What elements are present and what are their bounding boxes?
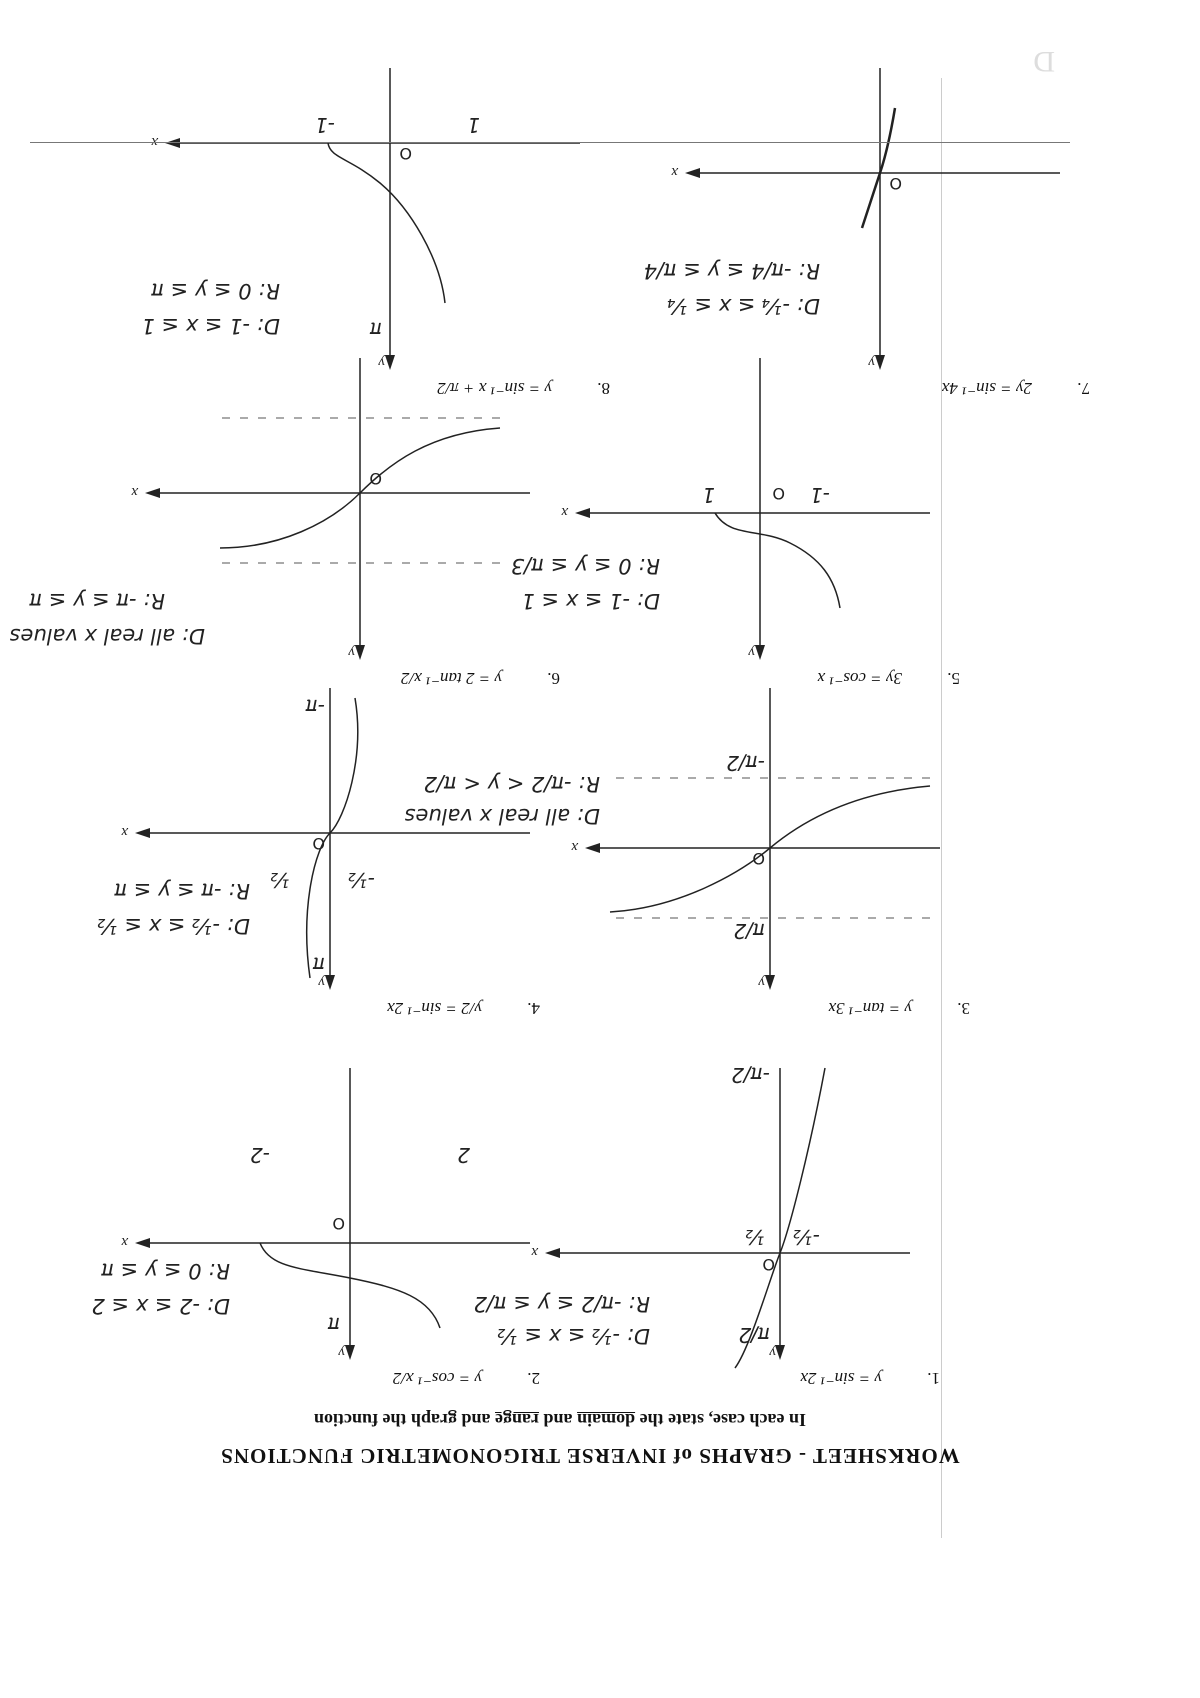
y-axis-arrow	[765, 975, 775, 990]
graph-8	[90, 68, 610, 398]
page-title: WORKSHEET - GRAPHS of INVERSE TRIGONOMETRIC FUNCTIONS	[220, 1444, 960, 1468]
problem-equation: y = cos⁻¹ x/2	[392, 1369, 482, 1388]
range-answer: R: 0 ≤ y ≤ π/3	[510, 554, 660, 578]
problem-equation: y = sin⁻¹ x + π/2	[437, 379, 552, 398]
y-axis-arrow	[875, 355, 885, 370]
y-axis-label: y	[758, 974, 765, 990]
tick-label: -π	[305, 695, 325, 719]
page-corner-mark: D	[1033, 45, 1055, 78]
problem-equation: y = 2 tan⁻¹ x/2	[400, 669, 502, 688]
x-axis-label: x	[671, 164, 678, 180]
tick-label: π	[369, 318, 382, 342]
instructions: In each case, state the domain and range and graph the function	[313, 1410, 807, 1430]
y-axis-arrow	[385, 355, 395, 370]
graph-7	[570, 68, 1090, 398]
y-axis-label: y	[748, 644, 755, 660]
tick-label: -½	[793, 1225, 820, 1249]
tick-label: -π/2	[731, 1063, 770, 1087]
x-axis-arrow	[545, 1248, 560, 1258]
function-curve	[715, 513, 840, 608]
graph-2	[20, 1058, 540, 1388]
tick-label: π/2	[733, 919, 765, 943]
y-axis-arrow	[775, 1345, 785, 1360]
problem-number: 4.	[527, 999, 540, 1018]
problem-7	[570, 68, 1090, 398]
y-axis-label: y	[868, 354, 875, 370]
range-word: range	[495, 1410, 540, 1430]
tick-label: 1	[467, 113, 480, 137]
tick-label: -1	[810, 483, 830, 507]
domain-answer: D: all real x values	[9, 624, 205, 648]
x-axis-arrow	[135, 828, 150, 838]
graph-4	[20, 688, 540, 1018]
tick-label: π	[312, 953, 325, 977]
x-axis-arrow	[135, 1238, 150, 1248]
y-axis-label: y	[769, 1344, 776, 1360]
problem-number: 3.	[957, 999, 970, 1018]
tick-label: ½	[270, 868, 290, 892]
tick-label: 1	[702, 483, 715, 507]
origin-label: O	[772, 484, 785, 503]
tick-label: -½	[348, 868, 375, 892]
y-axis-arrow	[325, 975, 335, 990]
problem-number: 2.	[527, 1369, 540, 1388]
domain-answer: D: all real x values	[404, 804, 600, 828]
tick-label: 2	[457, 1143, 470, 1167]
y-axis-label: y	[348, 644, 355, 660]
domain-word: domain	[577, 1410, 636, 1430]
problem-equation: 2y = sin⁻¹ 4x	[941, 379, 1032, 398]
range-answer: R: -π/4 ≤ y ≤ π/4	[643, 259, 820, 283]
tick-label: ½	[745, 1225, 765, 1249]
problem-number: 1.	[927, 1369, 940, 1388]
origin-label: O	[762, 1255, 775, 1274]
range-answer: R: 0 ≤ y ≤ π	[101, 1259, 230, 1283]
domain-answer: D: -1 ≤ x ≤ 1	[141, 314, 280, 338]
x-axis-label: x	[561, 504, 568, 520]
y-axis-label: y	[378, 354, 385, 370]
y-axis-arrow	[355, 645, 365, 660]
range-answer: R: -π/2 ≤ y ≤ π/2	[473, 1292, 650, 1316]
y-axis-arrow	[755, 645, 765, 660]
problem-number: 7.	[1077, 379, 1090, 398]
y-axis-label: y	[338, 1344, 345, 1360]
domain-answer: D: -¼ ≤ x ≤ ¼	[667, 294, 820, 318]
range-answer: R: -π ≤ y ≤ π	[29, 589, 165, 613]
tick-label: -π/2	[726, 751, 765, 775]
problem-number: 5.	[947, 669, 960, 688]
origin-label: O	[889, 174, 902, 193]
problem-equation: y = tan⁻¹ 3x	[828, 999, 912, 1018]
problem-equation: y/2 = sin⁻¹ 2x	[387, 999, 482, 1018]
tick-label: π	[327, 1313, 340, 1337]
problem-equation: y = sin⁻¹ 2x	[800, 1369, 882, 1388]
origin-label: O	[369, 469, 382, 488]
x-axis-arrow	[685, 168, 700, 178]
x-axis-arrow	[575, 508, 590, 518]
tick-label: π/2	[738, 1323, 770, 1347]
function-curve	[328, 143, 445, 303]
x-axis-label: x	[121, 824, 128, 840]
problem-number: 8.	[597, 379, 610, 398]
origin-label: O	[399, 144, 412, 163]
domain-answer: D: -½ ≤ x ≤ ½	[97, 914, 250, 938]
range-answer: R: -π/2 < y < π/2	[423, 772, 600, 796]
origin-label: O	[332, 1214, 345, 1233]
tick-label: -2	[250, 1143, 270, 1167]
origin-label: O	[312, 834, 325, 853]
y-axis-arrow	[345, 1345, 355, 1360]
domain-answer: D: -½ ≤ x ≤ ½	[497, 1324, 650, 1348]
problem-2	[20, 1058, 540, 1388]
domain-answer: D: -1 ≤ x ≤ 1	[521, 589, 660, 613]
function-curve	[862, 108, 895, 228]
x-axis-label: x	[571, 839, 578, 855]
domain-answer: D: -2 ≤ x ≤ 2	[91, 1294, 230, 1318]
problem-number: 6.	[547, 669, 560, 688]
range-answer: R: -π ≤ y ≤ π	[114, 879, 250, 903]
problem-8	[90, 68, 610, 398]
x-axis-arrow	[165, 138, 180, 148]
x-axis-arrow	[145, 488, 160, 498]
problem-6	[9, 358, 560, 688]
problem-equation: 3y = cos⁻¹ x	[817, 669, 902, 688]
x-axis-arrow	[585, 843, 600, 853]
x-axis-label: x	[131, 484, 138, 500]
y-axis-label: y	[318, 974, 325, 990]
page-bottom-rule	[30, 142, 1070, 143]
tick-label: -1	[315, 113, 335, 137]
origin-label: O	[752, 849, 765, 868]
x-axis-label: x	[121, 1234, 128, 1250]
problem-4	[20, 688, 540, 1018]
range-answer: R: 0 ≤ y ≤ π	[151, 279, 280, 303]
x-axis-label: x	[531, 1244, 538, 1260]
